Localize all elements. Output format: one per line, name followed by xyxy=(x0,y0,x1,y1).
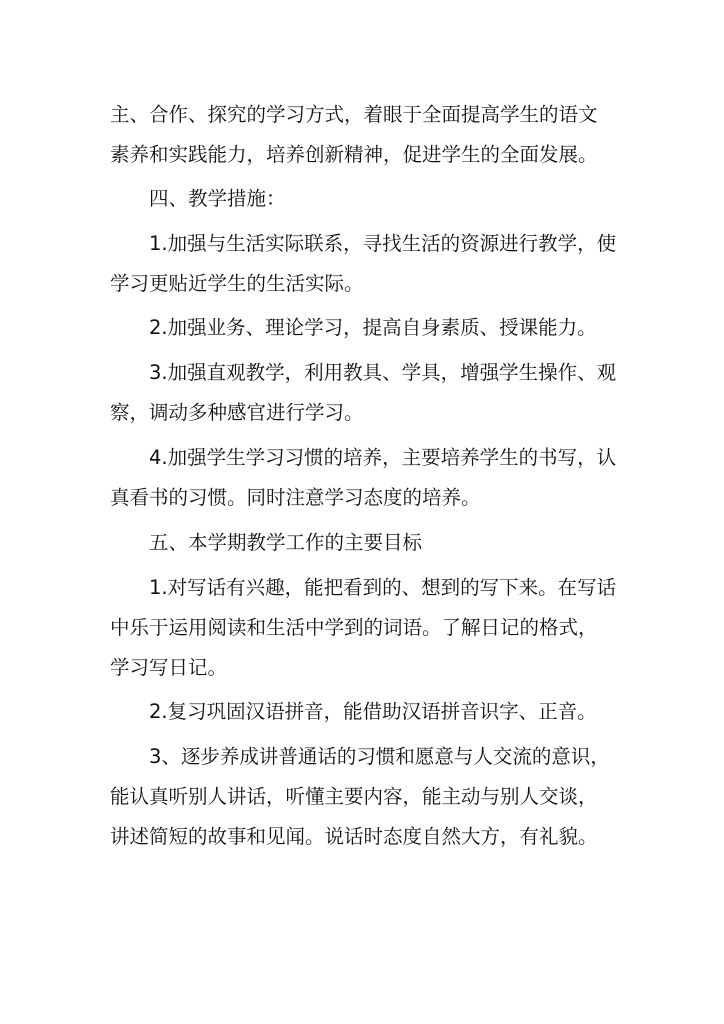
paragraph-line: 中乐于运用阅读和生活中学到的词语。了解日记的格式， xyxy=(110,616,598,639)
paragraph-line: 4.加强学生学习习惯的培养，主要培养学生的书写，认 xyxy=(149,446,617,469)
section-heading: 四、教学措施： xyxy=(149,187,286,210)
paragraph-line: 察，调动多种感官进行学习。 xyxy=(110,401,364,424)
paragraph-line: 真看书的习惯。同时注意学习态度的培养。 xyxy=(110,486,481,509)
paragraph-line: 主、合作、探究的学习方式，着眼于全面提高学生的语文 xyxy=(110,103,598,126)
paragraph-line: 2.复习巩固汉语拼音，能借助汉语拼音识字、正音。 xyxy=(149,700,597,723)
section-heading: 五、本学期教学工作的主要目标 xyxy=(149,531,423,554)
paragraph-line: 能认真听别人讲话，听懂主要内容，能主动与别人交谈， xyxy=(110,785,598,808)
paragraph-line: 2.加强业务、理论学习，提高自身素质、授课能力。 xyxy=(149,316,597,339)
paragraph-line: 素养和实践能力，培养创新精神，促进学生的全面发展。 xyxy=(110,143,598,166)
paragraph-line: 3.加强直观教学，利用教具、学具，增强学生操作、观 xyxy=(149,361,617,384)
paragraph-line: 学习更贴近学生的生活实际。 xyxy=(110,272,364,295)
paragraph-line: 学习写日记。 xyxy=(110,656,228,679)
paragraph-line: 1.对写话有兴趣，能把看到的、想到的写下来。在写话 xyxy=(149,576,617,599)
paragraph-line: 1.加强与生活实际联系，寻找生活的资源进行教学，使 xyxy=(149,232,617,255)
paragraph-line: 3、逐步养成讲普通话的习惯和愿意与人交流的意识， xyxy=(149,745,610,768)
paragraph-line: 讲述简短的故事和见闻。说话时态度自然大方，有礼貌。 xyxy=(110,825,598,848)
